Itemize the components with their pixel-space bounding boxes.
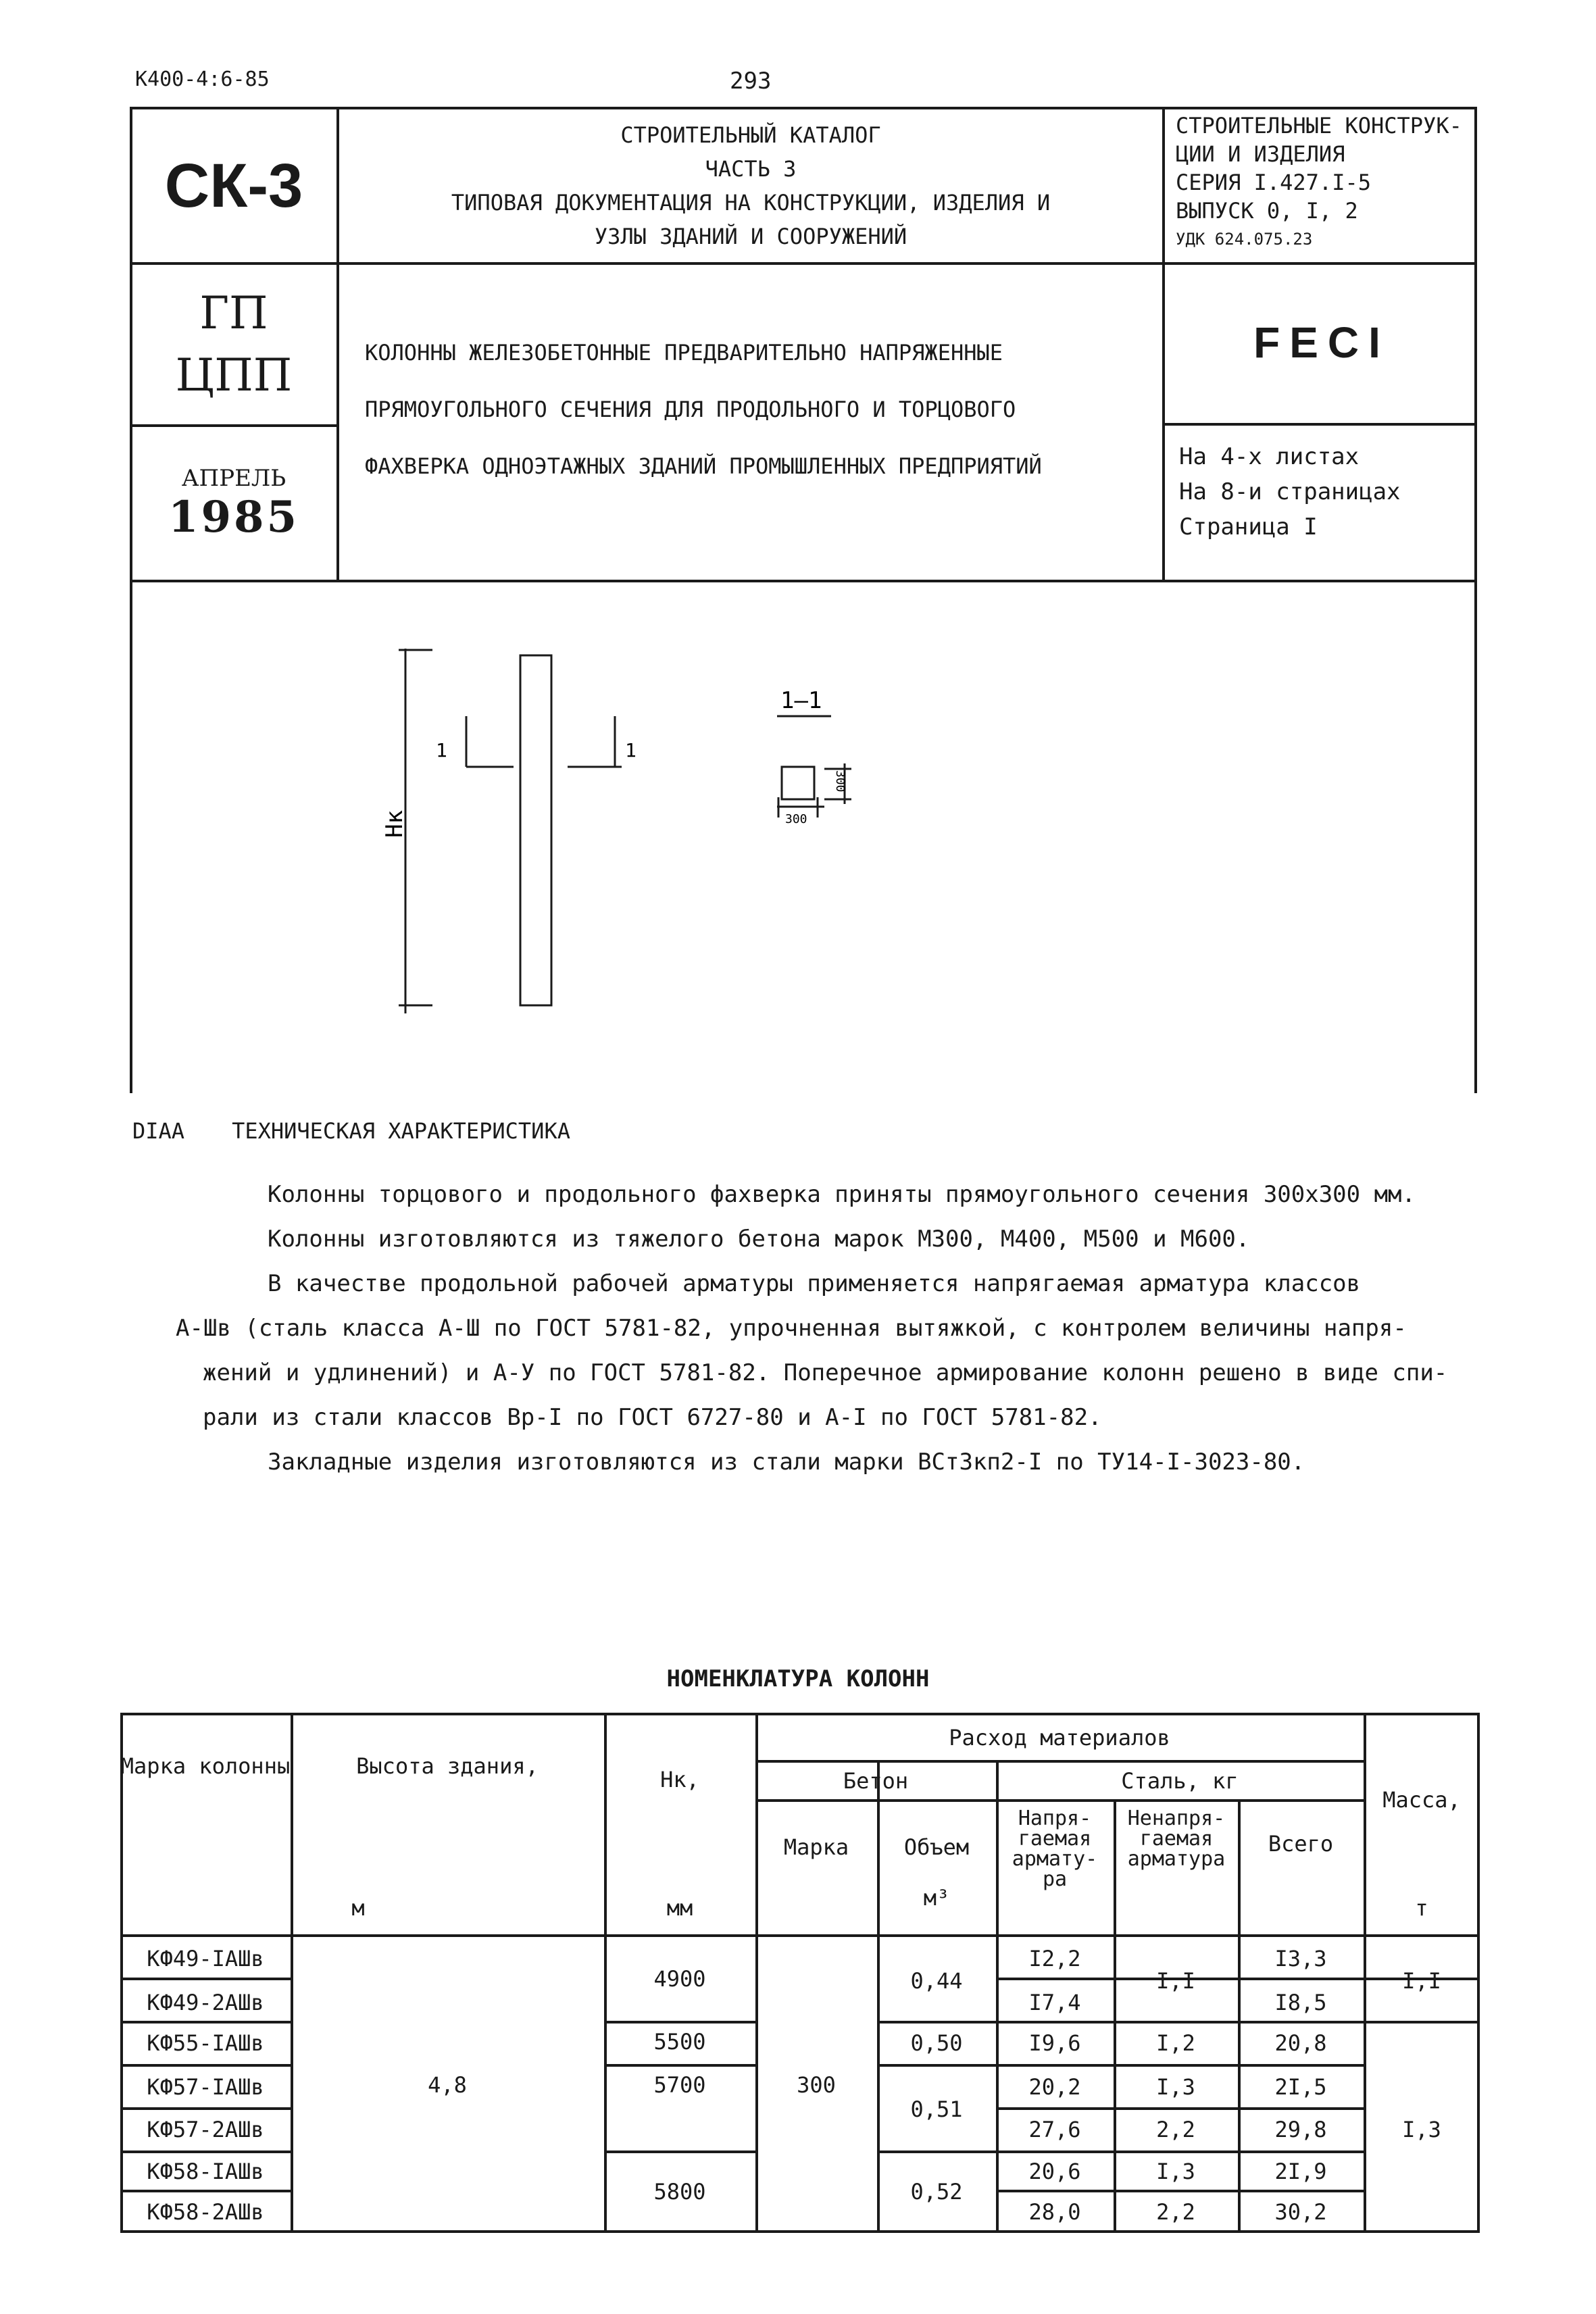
- mass-value: I,3: [1402, 2117, 1441, 2142]
- catalog-line: УЗЛЫ ЗДАНИЙ И СООРУЖЕНИЙ: [594, 224, 907, 249]
- tech-paragraph: жений и удлинений) и А-У по ГОСТ 5781-82. Поперечное армирование колонн решено в виде спи-: [203, 1359, 1448, 1386]
- series-line: ВЫПУСК 0, I, 2: [1176, 198, 1358, 224]
- non-tensioned-value: I,3: [1156, 2159, 1195, 2184]
- col-header-hk-unit: мм: [666, 1895, 693, 1921]
- tech-paragraph: Колонны изготовляются из тяжелого бетона марок М300, М400, М500 и М600.: [268, 1226, 1250, 1253]
- hk-value: 4900: [653, 1966, 706, 1992]
- page-number: 293: [730, 68, 772, 95]
- tech-paragraph: А-Шв (сталь класса А-Ш по ГОСТ 5781-82, упрочненная вытяжкой, с контролем величины напря-: [176, 1315, 1407, 1342]
- table-row-mark: КФ58-2АШв: [147, 2199, 264, 2225]
- issue-month: АПРЕЛЬ: [181, 464, 286, 492]
- volume-value: 0,44: [910, 1968, 963, 1994]
- col-header-materials: Расход материалов: [949, 1725, 1170, 1751]
- total-value: 2I,9: [1274, 2159, 1327, 2184]
- table-row-mark: КФ58-IАШв: [147, 2159, 264, 2184]
- column-elevation: [520, 655, 551, 1005]
- catalog-line: ЧАСТЬ 3: [705, 156, 797, 182]
- non-tensioned-value: I,2: [1156, 2030, 1195, 2056]
- series-line: СЕРИЯ I.427.I-5: [1176, 170, 1371, 195]
- tensioned-value: I7,4: [1028, 1990, 1081, 2015]
- height-label: Hк: [381, 810, 408, 838]
- tech-code: DIAA: [132, 1118, 185, 1144]
- table-row-mark: КФ55-IАШв: [147, 2030, 264, 2056]
- organization-line-2: ЦПП: [175, 349, 293, 401]
- table-row-mark: КФ57-IАШв: [147, 2074, 264, 2100]
- table-row-mark: КФ49-2АШв: [147, 1990, 264, 2015]
- issue-date: [130, 426, 338, 581]
- hk-value: 5800: [653, 2179, 706, 2205]
- tech-paragraph: Закладные изделия изготовляются из стали марки ВСт3кп2-I по ТУ14-I-3023-80.: [268, 1449, 1305, 1476]
- document-code: К400-4:6-85: [135, 68, 270, 91]
- volume-value: 0,51: [910, 2096, 963, 2122]
- col-header-total: Всего: [1268, 1831, 1334, 1857]
- col-header-height: Высота здания,: [356, 1753, 539, 1779]
- building-height-value: 4,8: [428, 2072, 467, 2098]
- title-line: ФАХВЕРКА ОДНОЭТАЖНЫХ ЗДАНИЙ ПРОМЫШЛЕННЫХ ПРЕДПРИЯТИЙ: [365, 453, 1042, 479]
- tensioned-value: 20,6: [1028, 2159, 1081, 2184]
- sheet-count: На 4-х листах: [1179, 443, 1360, 470]
- section-mark-right: 1: [625, 739, 637, 761]
- series-line: СТРОИТЕЛЬНЫЕ КОНСТРУК-: [1176, 113, 1462, 139]
- col-header-mass-unit: т: [1415, 1895, 1428, 1921]
- total-value: 29,8: [1274, 2117, 1327, 2142]
- title-line: ПРЯМОУГОЛЬНОГО СЕЧЕНИЯ ДЛЯ ПРОДОЛЬНОГО И ТОРЦОВОГО: [365, 397, 1016, 422]
- col-header-volume: Объем: [903, 1834, 970, 1860]
- total-value: I8,5: [1274, 1990, 1327, 2015]
- udk-code: УДК 624.075.23: [1176, 230, 1313, 249]
- tensioned-value: I9,6: [1028, 2030, 1081, 2056]
- tech-heading-label: ТЕХНИЧЕСКАЯ ХАРАКТЕРИСТИКА: [232, 1118, 570, 1144]
- col-header-non-tensioned: Ненапря- гаемая арматура: [1127, 1807, 1226, 1871]
- concrete-mark-value: 300: [797, 2072, 836, 2098]
- volume-value: 0,50: [910, 2030, 963, 2056]
- catalog-id: СК-3: [164, 151, 303, 220]
- tech-paragraph: Колонны торцового и продольного фахверка приняты прямоугольного сечения 300х300 мм.: [268, 1181, 1416, 1208]
- col-header-tensioned: Напря- гаемая армату- ра: [1012, 1807, 1098, 1891]
- section-title: 1—1: [780, 687, 822, 714]
- tensioned-value: 27,6: [1028, 2117, 1081, 2142]
- catalog-block: [338, 118, 1164, 253]
- volume-value: 0,52: [910, 2179, 963, 2205]
- non-tensioned-value: I,I: [1156, 1968, 1195, 1994]
- tensioned-value: 20,2: [1028, 2074, 1081, 2100]
- section-mark-left: 1: [436, 739, 447, 761]
- table-row-mark: КФ49-IАШв: [147, 1946, 264, 1971]
- organization-line-1: ГП: [199, 287, 268, 339]
- tech-text: [176, 1172, 1460, 1484]
- hk-value: 5700: [653, 2072, 706, 2098]
- col-header-mass: Масса,: [1382, 1787, 1461, 1813]
- section-rect: [782, 767, 814, 799]
- col-header-hk: Нк,: [660, 1767, 699, 1792]
- catalog-line: СТРОИТЕЛЬНЫЙ КАТАЛОГ: [620, 122, 881, 148]
- tech-heading: [132, 1118, 570, 1144]
- title-line: КОЛОННЫ ЖЕЛЕЗОБЕТОННЫЕ ПРЕДВАРИТЕЛЬНО НАПРЯЖЕННЫЕ: [365, 340, 1003, 366]
- mass-value: I,I: [1402, 1968, 1441, 1994]
- non-tensioned-value: I,3: [1156, 2074, 1195, 2100]
- tech-paragraph: рали из стали классов Вр-I по ГОСТ 6727-80 и А-I по ГОСТ 5781-82.: [203, 1404, 1102, 1431]
- organization: [130, 263, 338, 426]
- document-title: [365, 324, 1162, 495]
- total-value: 30,2: [1274, 2199, 1327, 2225]
- section-height-dim: 300: [833, 770, 847, 793]
- total-value: 20,8: [1274, 2030, 1327, 2056]
- series-line: ЦИИ И ИЗДЕЛИЯ: [1176, 141, 1345, 167]
- total-value: 2I,5: [1274, 2074, 1327, 2100]
- col-header-volume-unit: м³: [923, 1885, 950, 1911]
- col-header-concrete-mark: Марка: [783, 1834, 849, 1860]
- col-header-steel: Сталь, кг: [1121, 1768, 1239, 1794]
- series-block: [1176, 111, 1480, 253]
- page-index: Страница I: [1179, 513, 1318, 540]
- column-drawing: [365, 635, 919, 1027]
- tensioned-value: I2,2: [1028, 1946, 1081, 1971]
- nomenclature-table: [120, 1713, 1480, 2233]
- total-value: I3,3: [1274, 1946, 1327, 1971]
- issue-year: 1985: [168, 491, 300, 543]
- non-tensioned-value: 2,2: [1156, 2199, 1195, 2225]
- table-row-mark: КФ57-2АШв: [147, 2117, 264, 2142]
- tech-paragraph: В качестве продольной рабочей арматуры применяется напрягаемая арматура классов: [268, 1270, 1361, 1297]
- col-header-height-unit: м: [351, 1895, 365, 1921]
- catalog-line: ТИПОВАЯ ДОКУМЕНТАЦИЯ НА КОНСТРУКЦИИ, ИЗДЕЛИЯ И: [451, 190, 1051, 216]
- classification-code: FECI: [1253, 318, 1390, 367]
- section-width-dim: 300: [785, 812, 807, 826]
- col-header-mark: Марка колонны: [120, 1753, 291, 1779]
- hk-value: 5500: [653, 2029, 706, 2055]
- sheet-info: [1179, 439, 1401, 545]
- tensioned-value: 28,0: [1028, 2199, 1081, 2225]
- nomenclature-title: НОМЕНКЛАТУРА КОЛОНН: [666, 1665, 930, 1692]
- col-header-concrete: Бетон: [843, 1768, 909, 1794]
- non-tensioned-value: 2,2: [1156, 2117, 1195, 2142]
- page-count: На 8-и страницах: [1179, 478, 1401, 505]
